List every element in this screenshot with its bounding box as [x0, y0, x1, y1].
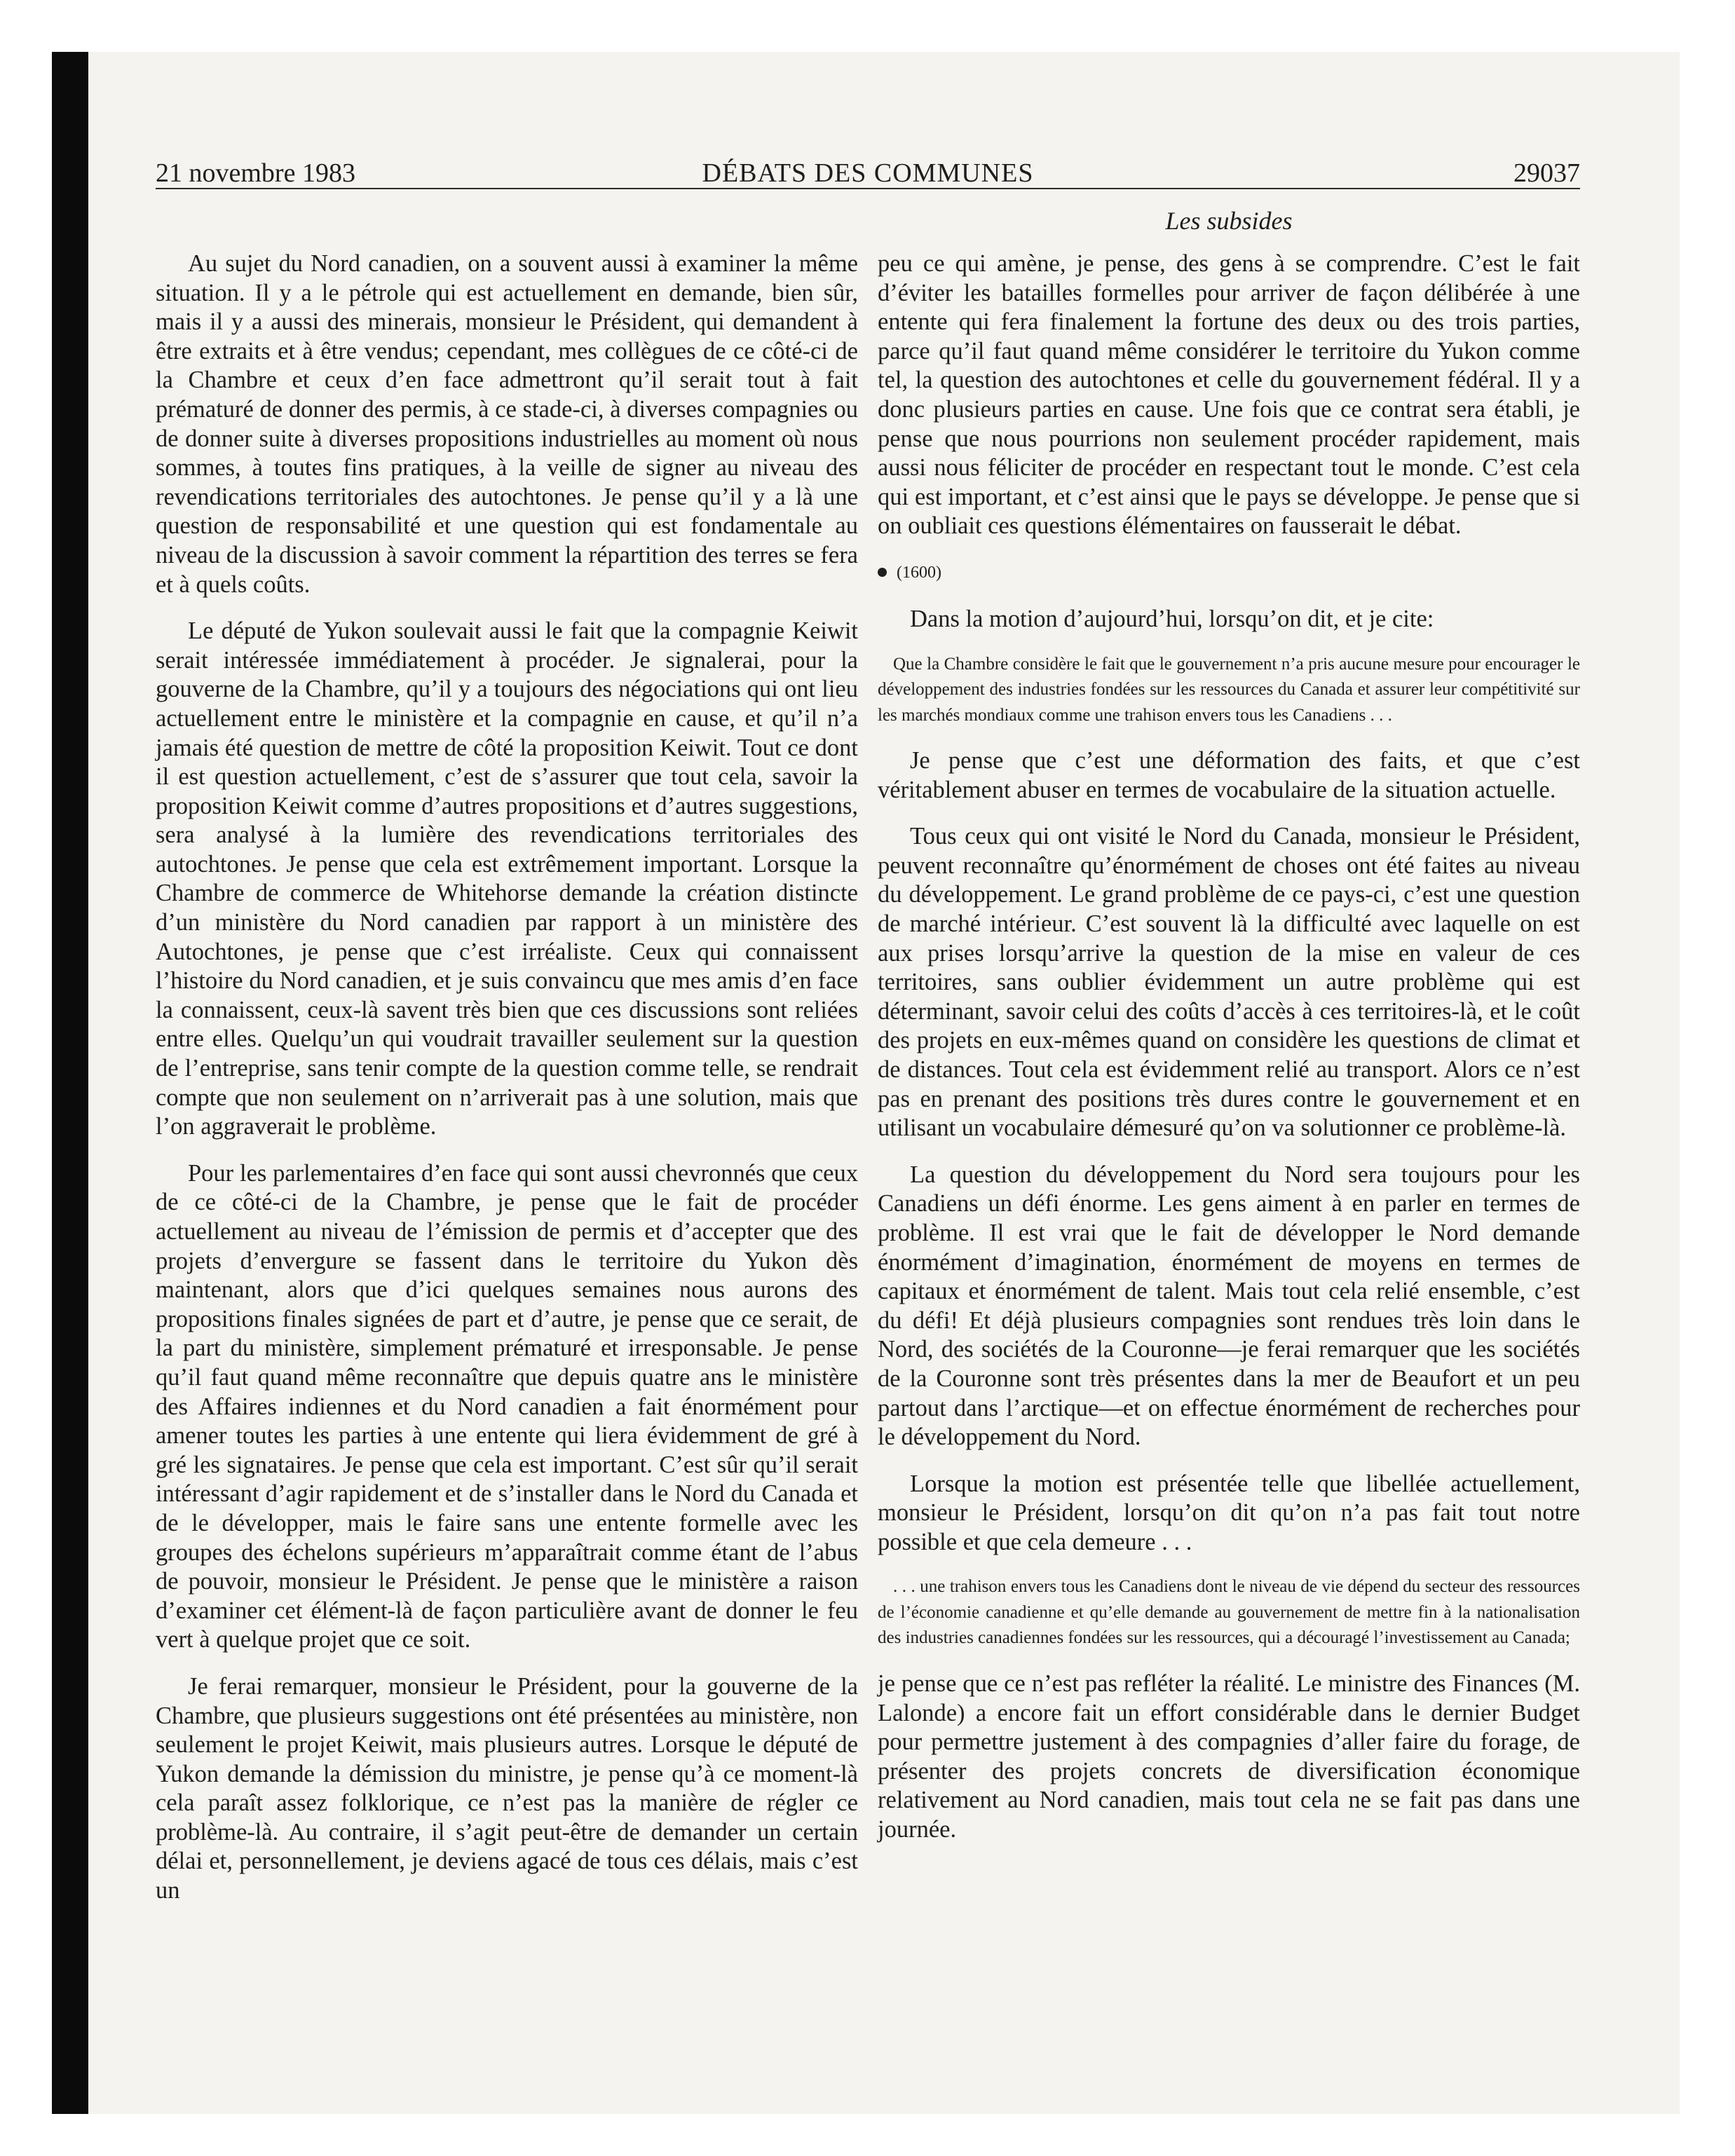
left-column	[156, 250, 858, 1923]
running-header	[156, 156, 1580, 191]
paragraph: Au sujet du Nord canadien, on a souvent aussi à examiner la même situation. Il y a le pétrole qui est actuellement en demande, bien sûr, mais il y a aussi des minerais, monsieur le Président, qui demandent à être extraits et à être vendus; cependant, mes collègues de ce côté-ci de la Chambre et ceux d’en face admettront qu’il serait tout à fait prématuré de donner des permis, à ce stade-ci, à diverses compagnies ou de donner suite à diverses propositions industrielles au moment où nous sommes, à toutes fins pratiques, à la veille de signer au niveau des revendications territoriales des autochtones. Je pense qu’il y a là une question de responsabilité et une question qui est fondamentale au niveau de la discussion à savoir comment la répartition des terres se fera et à quels coûts.	[156, 250, 858, 598]
paragraph: Je ferai remarquer, monsieur le Président, pour la gouverne de la Chambre, que plusieurs suggestions ont été présentées au ministère, non seulement le projet Keiwit, mais plusieurs autres. Lorsque le député de Yukon demande la démission du ministre, je pense qu’à ce moment-là cela paraît assez folklorique, ce n’est pas la manière de régler ce problème-là. Au contraire, il s’agit peut-être de demander un certain délai et, personnellement, je deviens agacé de tous ces délais, mais c’est un	[156, 1672, 858, 1904]
paragraph: Tous ceux qui ont visité le Nord du Canada, monsieur le Président, peuvent reconnaître qu’énormément de choses ont été faites au niveau du développement. Le grand problème de ce pays-ci, c’est une question de marché intérieur. C’est souvent là la difficulté avec laquelle on est aux prises lorsqu’arrive la question de la mise en valeur de ces territoires, sans oublier évidemment un autre problème qui est déterminant, savoir celui des coûts d’accès à ces territoires-là, et le coût des projets en eux-mêmes quand on considère les questions de climat et de distances. Tout cela est évidemment relié au transport. Alors ce n’est pas en prenant des positions très dures contre le gouvernement et en utilisant un vocabulaire démesuré qu’on va solutionner ce problème-là.	[878, 823, 1580, 1142]
motion-quote: Que la Chambre considère le fait que le gouvernement n’a pris aucune mesure pour encourager le développement des industries fondées sur les ressources du Canada et assurer leur compétitivité sur les marchés mondiaux comme une trahison envers tous les Canadiens . . .	[878, 654, 1580, 725]
paragraph: Je pense que c’est une déformation des faits, et que c’est véritablement abuser en termes de vocabulaire de la situation actuelle.	[878, 747, 1580, 803]
motion-quote: . . . une trahison envers tous les Canadiens dont le niveau de vie dépend du secteur des ressources de l’économie canadienne et qu’elle demande au gouvernement de mettre fin à la nationalisation des industries canadiennes fondées sur les ressources, qui a découragé l’investissement au Canada;	[878, 1577, 1580, 1648]
right-column	[878, 250, 1580, 1862]
paragraph-continued: je pense que ce n’est pas refléter la réalité. Le ministre des Finances (M. Lalonde) a encore fait un effort considérable dans le dernier Budget pour permettre justement à des compagnies d’aller faire du forage, de présenter des projets concrets de diversification économique relativement au Nord canadien, mais tout cela ne se fait pas dans une journée.	[878, 1670, 1580, 1843]
paragraph-continued: peu ce qui amène, je pense, des gens à se comprendre. C’est le fait d’éviter les batailles formelles pour arriver de façon délibérée à une entente qui fera finalement la fortune des deux ou des trois parties, parce qu’il faut quand même considérer le territoire du Yukon comme tel, la question des autochtones et celle du gouvernement fédéral. Il y a donc plusieurs parties en cause. Une fois que ce contrat sera établi, je pense que nous pourrions non seulement procéder rapidement, mais aussi nous féliciter de procéder en respectant tout le monde. C’est cela qui est important, et c’est ainsi que le pays se développe. Je pense que si on oubliait ces questions élémentaires on fausserait le débat.	[878, 250, 1580, 540]
paragraph: Dans la motion d’aujourd’hui, lorsqu’on dit, et je cite:	[910, 605, 1434, 632]
paragraph: Le député de Yukon soulevait aussi le fait que la compagnie Keiwit serait intéressée immédiatement à procéder. Je signalerai, pour la gouverne de la Chambre, qu’il y a toujours des négociations qui ont lieu actuellement entre le ministère et la compagnie en cause, et qu’il n’a jamais été question de mettre de côté la proposition Keiwit. Tout ce dont il est question actuellement, c’est de s’assurer que tout cela, savoir la proposition Keiwit comme d’autres propositions et d’autres suggestions, sera analysé à la lumière des revendications territoriales des autochtones. Je pense que cela est extrêmement important. Lorsque la Chambre de commerce de Whitehorse demande la création distincte d’un ministère du Nord canadien par rapport à un ministère des Autochtones, je pense que c’est irréaliste. Ceux qui connaissent l’histoire du Nord canadien, et je suis convaincu que mes amis d’en face la connaissent, ceux-là savent très bien que ces discussions sont reliées entre elles. Quelqu’un qui voudrait travailler seulement sur la question de l’entreprise, sans tenir compte de la question comme telle, se rendrait compte que non seulement on n’arriverait pas à une solution, mais que l’on aggraverait le problème.	[156, 618, 858, 1140]
bullet-icon	[878, 568, 887, 577]
time-marker-label: (1600)	[897, 563, 941, 582]
page-number: 29037	[1513, 158, 1580, 188]
paragraph: Lorsque la motion est présentée telle que libellée actuellement, monsieur le Président, lorsqu’on dit qu’on n’a pas fait tout notre possible et que cela demeure . . .	[878, 1470, 1580, 1555]
scan-edge	[52, 52, 88, 2114]
paragraph: La question du développement du Nord sera toujours pour les Canadiens un défi énorme. Les gens aiment à en parler en termes de problème. Il est vrai que le fait de développer le Nord demande énormément d’imagination, énormément de moyens en termes de capitaux et énormément de talent. Mais tout cela relié ensemble, c’est du défi! Et déjà plusieurs compagnies sont rendues très loin dans le Nord, des sociétés de la Couronne—je ferai remarquer que les sociétés de la Couronne sont très présentes dans la mer de Beaufort et un peu partout dans l’arctique—et on effectue énormément de recherches pour le développement du Nord.	[878, 1161, 1580, 1451]
header-rule	[156, 188, 1580, 189]
header-date: 21 novembre 1983	[156, 158, 355, 188]
header-title: DÉBATS DES COMMUNES	[702, 158, 1034, 188]
paragraph: Pour les parlementaires d’en face qui sont aussi chevronnés que ceux de ce côté-ci de la Chambre, je pense que le fait de procéder actuellement au niveau de l’émission de permis et d’accepter que des projets d’envergure se fassent dans le territoire du Yukon dès maintenant, alors que d’ici quelques semaines nous aurons des propositions finales signées de part et d’autre, je pense que ce serait, de la part du ministère, simplement prématuré et irresponsable. Je pense qu’il faut quand même reconnaître que depuis quatre ans le ministère des Affaires indiennes et du Nord canadien a fait énormément pour amener toutes les parties à une entente qui liera évidemment de gré à gré les signataires. Je pense que cela est important. C’est sûr qu’il serait intéressant d’agir rapidement et de s’installer dans le Nord du Canada et de le développer, mais le faire sans une entente formelle avec les groupes des échelons supérieurs m’apparaîtrait comme étant de l’abus de pouvoir, monsieur le Président. Je pense que le ministère a raison d’examiner cet élément-là de façon particulière avant de donner le feu vert à quelque projet que ce soit.	[156, 1159, 858, 1653]
section-title: Les subsides	[1165, 207, 1293, 235]
time-marker	[878, 559, 1580, 587]
